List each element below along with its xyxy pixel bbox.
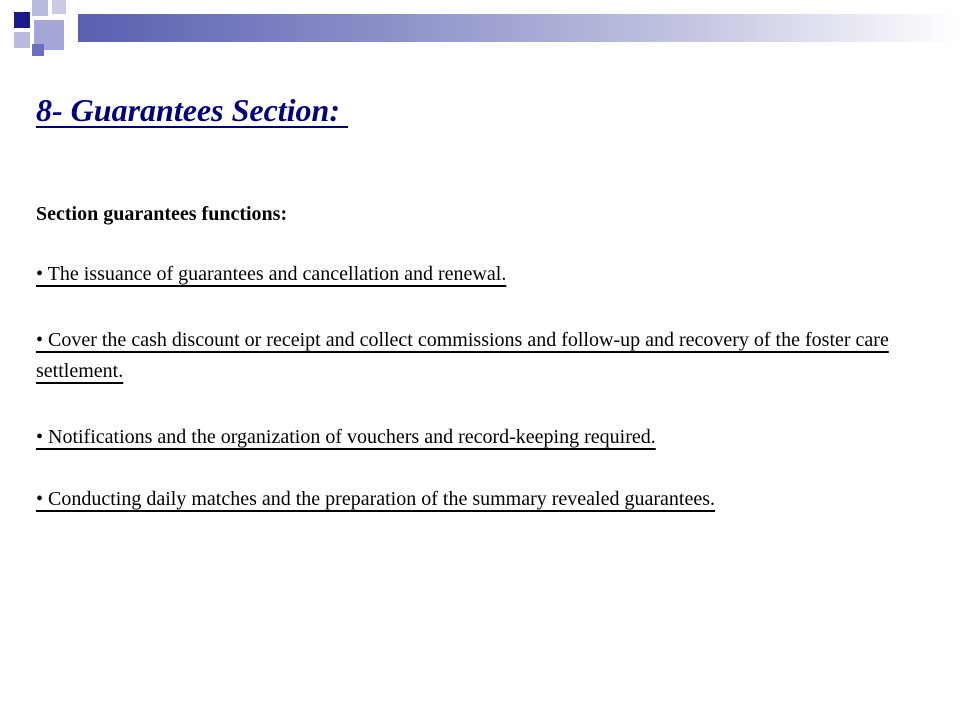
decor-square-small [32,44,44,56]
decor-square-light [52,0,66,14]
slide-title: 8- Guarantees Section: [36,92,348,128]
header-gradient-bar [78,14,960,42]
bullet-item-4: • Conducting daily matches and the preparation of the summary revealed guarantees. [36,488,715,510]
section-subtitle: Section guarantees functions: [36,203,288,225]
bullet-item-1: • The issuance of guarantees and cancellation and renewal. [36,263,507,285]
bullet-item-2: • Cover the cash discount or receipt and collect commissions and follow-up and recovery of the foster care settlement. [36,329,889,382]
bullet-item-3: • Notifications and the organization of vouchers and record-keeping required. [36,426,656,448]
decor-square-light [32,0,48,16]
decor-square-light [14,32,30,48]
decor-square-dark [14,12,30,28]
